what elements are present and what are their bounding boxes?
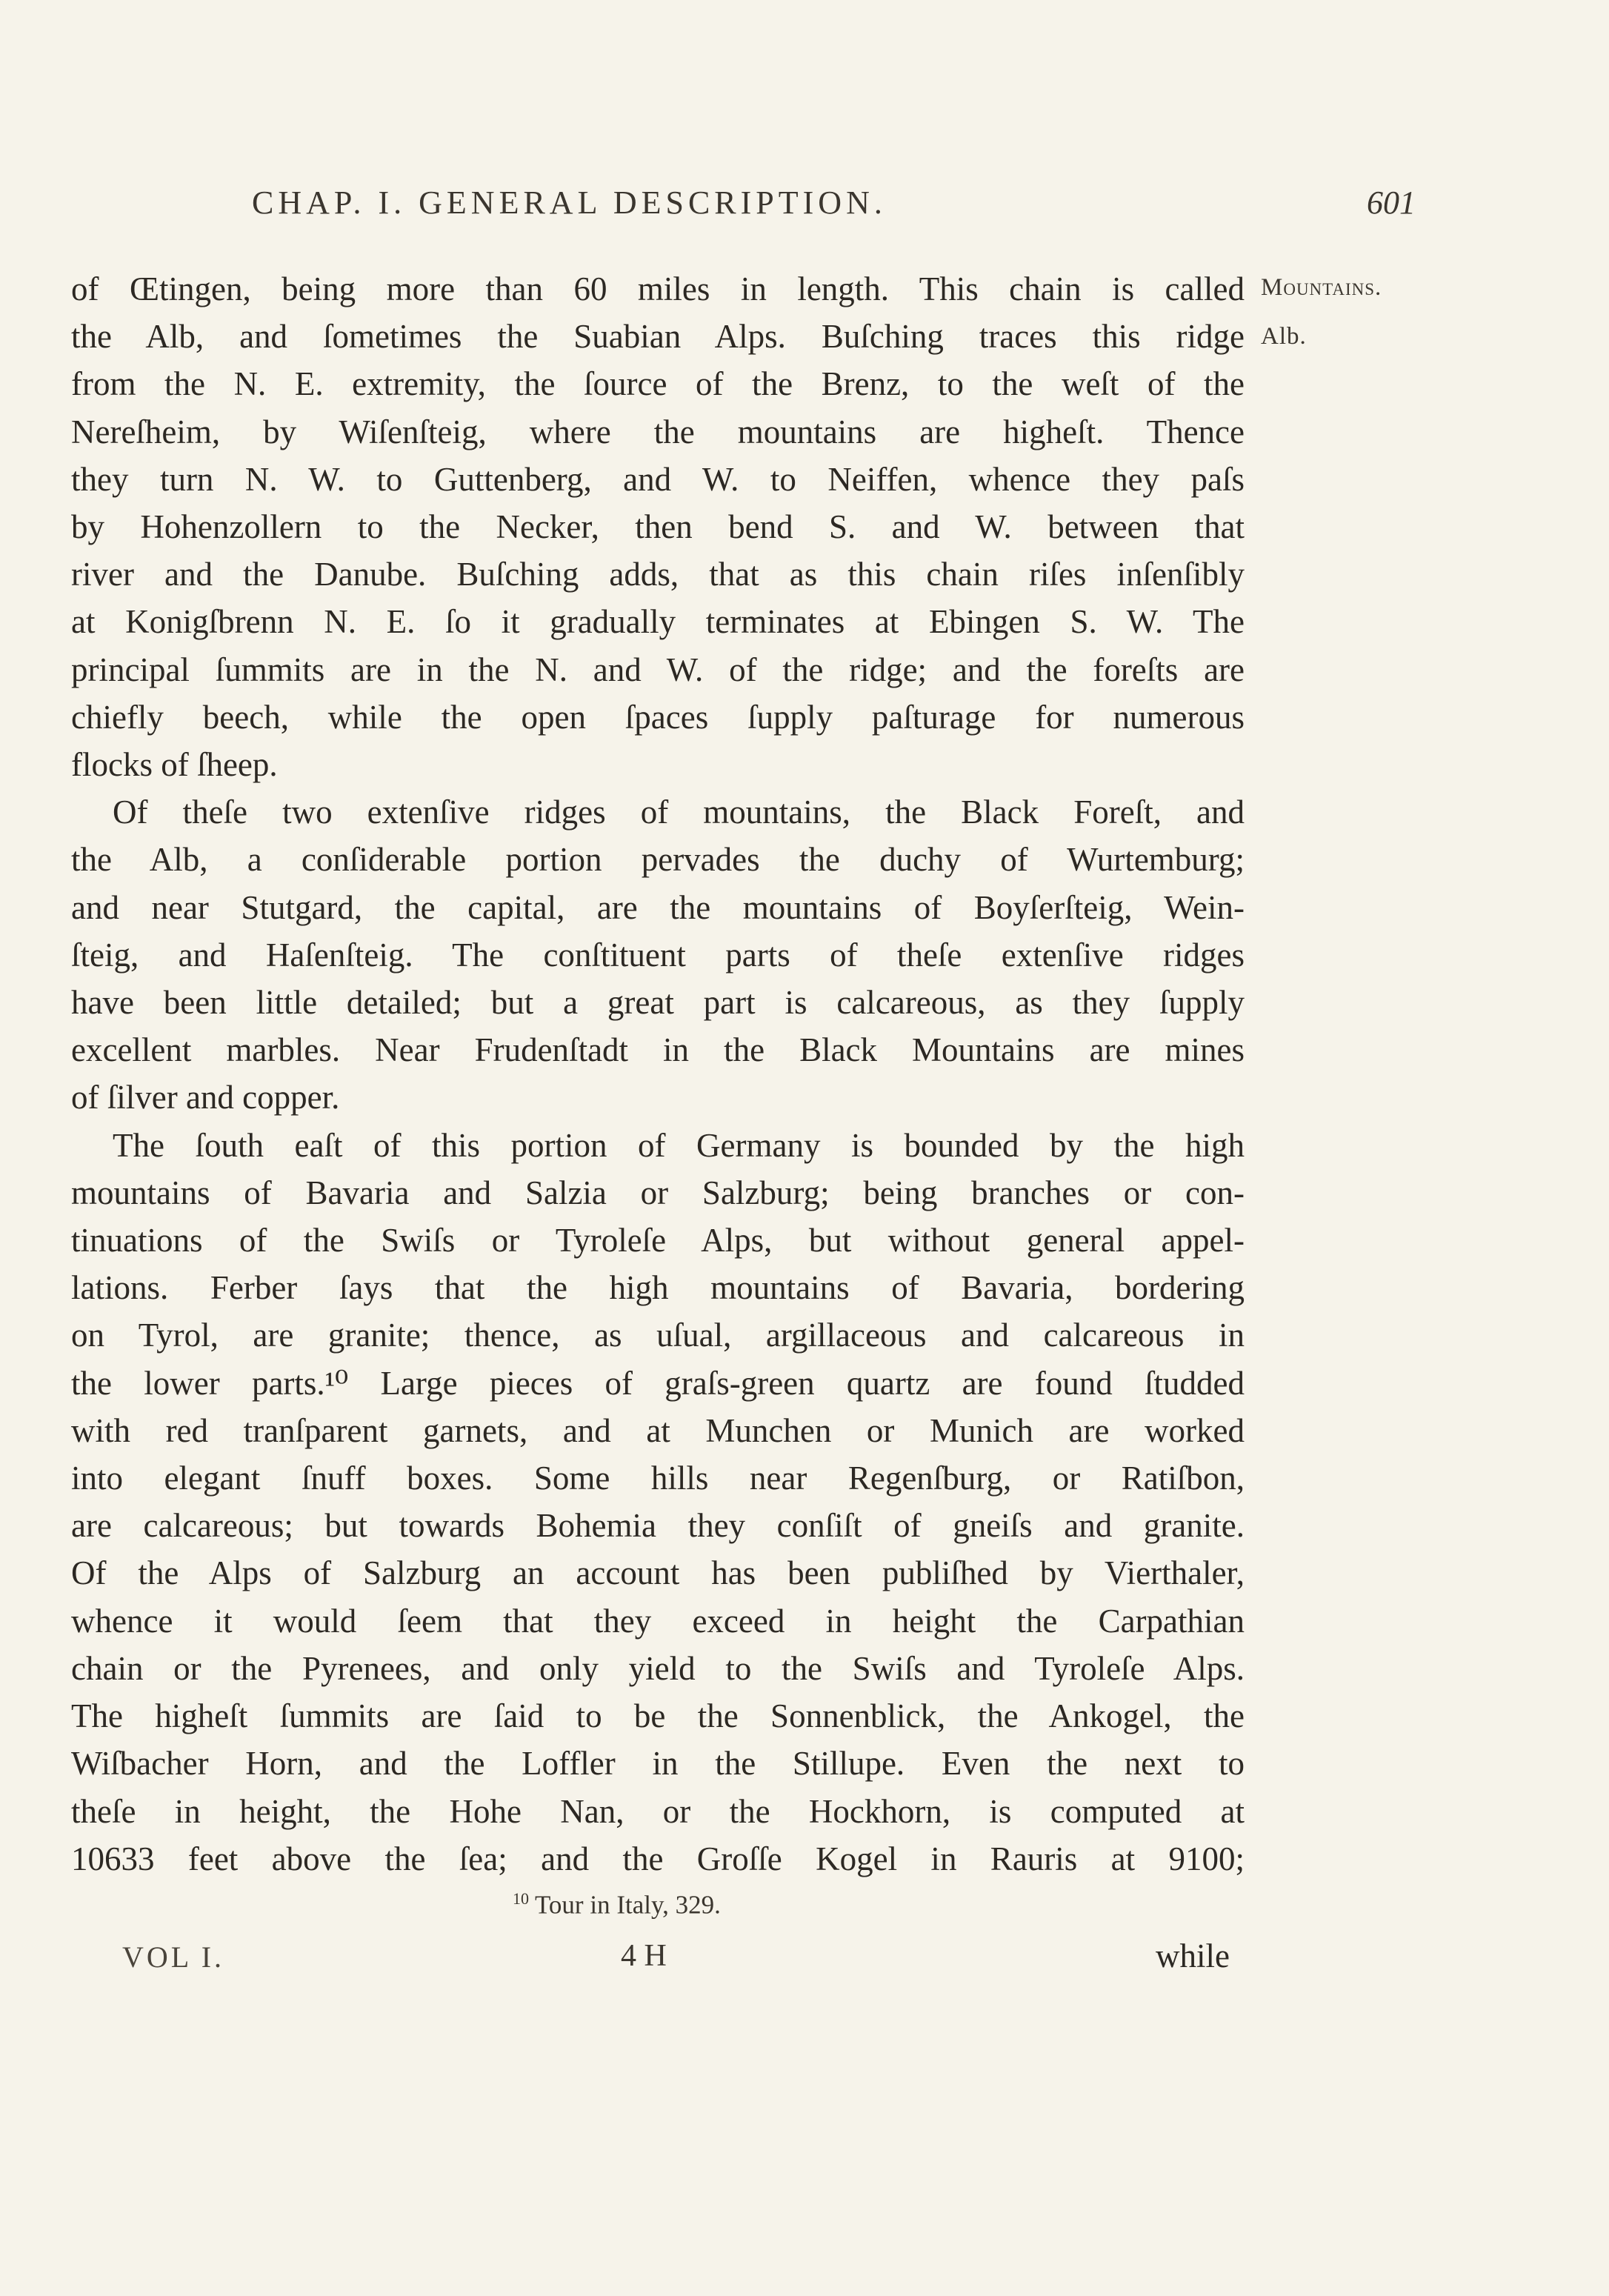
paragraph-start-line: Of theſe two extenſive ridges of mountains, the Black Foreſt, and <box>113 793 1245 831</box>
text-line: at Konigſbrenn N. E. ſo it gradually terminates at Ebingen S. W. The <box>71 603 1245 641</box>
text-line: Nereſheim, by Wiſenſteig, where the mountains are higheſt. Thence <box>71 413 1245 450</box>
text-line: are calcareous; but towards Bohemia they conſiſt of gneiſs and granite. <box>71 1507 1245 1545</box>
text-line: have been little detailed; but a great part is calcareous, as they ſupply <box>71 984 1245 1022</box>
footnote-text: Tour in Italy, 329. <box>535 1890 721 1920</box>
text-line: 10633 feet above the ſea; and the Groſſe Kogel in Rauris at 9100; <box>71 1840 1245 1877</box>
text-line: of ſilver and copper. <box>71 1079 340 1117</box>
text-line: river and the Danube. Buſching adds, that as this chain riſes inſenſibly <box>71 556 1245 593</box>
text-line: lations. Ferber ſays that the high mountains of Bavaria, bordering <box>71 1269 1245 1307</box>
text-line: with red tranſparent garnets, and at Munchen or Munich are worked <box>71 1411 1245 1449</box>
volume-label: VOL I. <box>122 1940 225 1974</box>
text-line: of Œtingen, being more than 60 miles in length. This chain is called <box>71 270 1245 307</box>
footnote-marker: 10 <box>513 1889 529 1908</box>
text-line: Of the Alps of Salzburg an account has been publiſhed by Vierthaler, <box>71 1554 1245 1592</box>
paragraph-start-line: The ſouth eaſt of this portion of Germany is bounded by the high <box>113 1126 1245 1164</box>
text-line: excellent marbles. Near Frudenſtadt in the Black Mountains are mines <box>71 1031 1245 1069</box>
marginal-note-alb: Alb. <box>1261 323 1307 350</box>
text-line: the Alb, and ſometimes the Suabian Alps. Buſching traces this ridge <box>71 318 1245 356</box>
text-line: by Hohenzollern to the Necker, then bend S. and W. between that <box>71 508 1245 546</box>
page-number: 601 <box>1367 184 1416 221</box>
text-line: chiefly beech, while the open ſpaces ſupply paſturage for numerous <box>71 698 1245 736</box>
text-line: whence it would ſeem that they exceed in height the Carpathian <box>71 1602 1245 1640</box>
text-line: theſe in height, the Hohe Nan, or the Hockhorn, is computed at <box>71 1792 1245 1830</box>
text-line: and near Stutgard, the capital, are the mountains of Boyſerſteig, Wein- <box>71 888 1245 926</box>
text-line: The higheſt ſummits are ſaid to be the Sonnenblick, the Ankogel, the <box>71 1697 1245 1735</box>
catchword: while <box>1156 1937 1230 1974</box>
marginal-note-mountains: Mountains. <box>1261 274 1382 301</box>
text-line: tinuations of the Swiſs or Tyroleſe Alps, but without general appel- <box>71 1222 1245 1260</box>
text-line: the lower parts.¹⁰ Large pieces of graſs-green quartz are found ſtudded <box>71 1364 1245 1402</box>
running-title: CHAP. I. GENERAL DESCRIPTION. <box>252 184 887 221</box>
footnote <box>513 1889 721 1920</box>
text-line: Wiſbacher Horn, and the Loffler in the Stillupe. Even the next to <box>71 1745 1245 1783</box>
text-line: principal ſummits are in the N. and W. of the ridge; and the foreſts are <box>71 650 1245 688</box>
body-text <box>71 265 1245 1883</box>
text-line: ſteig, and Haſenſteig. The conſtituent parts of theſe extenſive ridges <box>71 936 1245 974</box>
text-line: the Alb, a conſiderable portion pervades the duchy of Wurtemburg; <box>71 841 1245 879</box>
text-line: they turn N. W. to Guttenberg, and W. to Neiffen, whence they paſs <box>71 460 1245 498</box>
text-line: mountains of Bavaria and Salzia or Salzburg; being branches or con- <box>71 1174 1245 1211</box>
text-line: into elegant ſnuff boxes. Some hills near Regenſburg, or Ratiſbon, <box>71 1460 1245 1497</box>
text-line: chain or the Pyrenees, and only yield to the Swiſs and Tyroleſe Alps. <box>71 1649 1245 1687</box>
text-line: from the N. E. extremity, the ſource of the Brenz, to the weſt of the <box>71 365 1245 403</box>
signature-mark: 4 H <box>621 1939 667 1973</box>
text-line: flocks of ſheep. <box>71 746 278 784</box>
text-line: on Tyrol, are granite; thence, as uſual, argillaceous and calcareous in <box>71 1317 1245 1354</box>
